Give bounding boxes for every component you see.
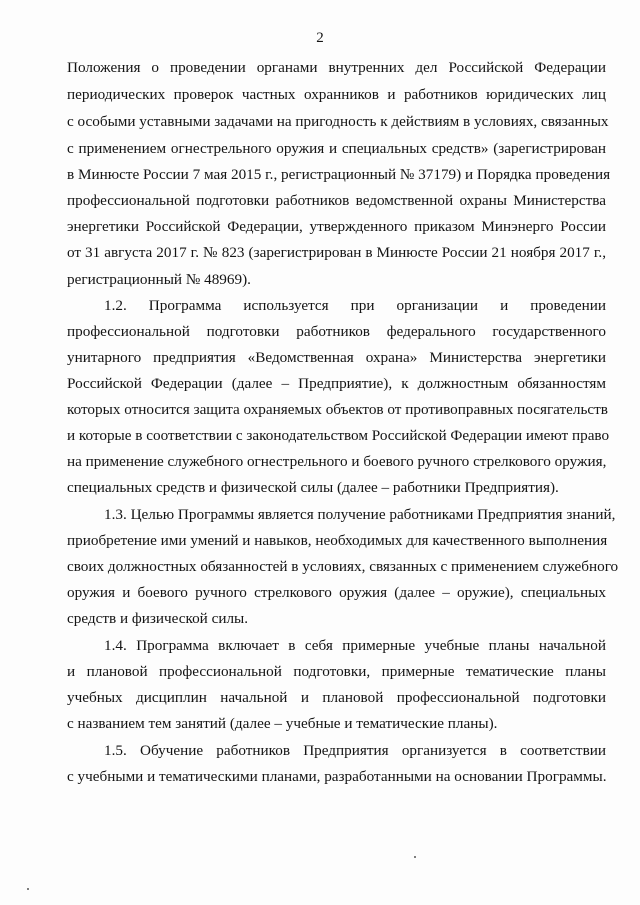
paragraph-1-3-start: 1.3. Целью Программы является получение работниками Предприятия знаний,	[104, 506, 616, 523]
text-line: энергетики Российской Федерации, утвержденного приказом Минэнерго России	[67, 218, 606, 235]
paragraph-1-4-start: 1.4. Программа включает в себя примерные учебные планы начальной	[104, 637, 606, 654]
paragraph-1-2-start: 1.2. Программа используется при организации и проведении	[104, 297, 606, 314]
text-line: оружия и боевого ручного стрелкового оружия (далее – оружие), специальных	[67, 584, 606, 601]
text-line: приобретение ими умений и навыков, необходимых для качественного выполнения	[67, 532, 608, 549]
text-line: которых относится защита охраняемых объектов от противоправных посягательств	[67, 401, 608, 418]
text-line: Российской Федерации (далее – Предприятие), к должностным обязанностям	[67, 375, 606, 392]
text-line: с особыми уставными задачами на пригодность к действиям в условиях, связанных	[67, 113, 609, 130]
text-line: специальных средств и физической силы (далее – работники Предприятия).	[67, 479, 559, 496]
scan-speck	[414, 856, 416, 858]
text-line: и которые в соответствии с законодательством Российской Федерации имеют право	[67, 427, 610, 444]
text-line: и плановой профессиональной подготовки, примерные тематические планы	[67, 663, 606, 680]
text-line: унитарного предприятия «Ведомственная охрана» Министерства энергетики	[67, 349, 606, 366]
paragraph-1-5-start: 1.5. Обучение работников Предприятия организуется в соответствии	[104, 742, 606, 759]
text-line: на применение служебного огнестрельного и боевого ручного стрелкового оружия,	[67, 453, 607, 470]
text-line: с названием тем занятий (далее – учебные и тематические планы).	[67, 715, 498, 732]
text-line: регистрационный № 48969).	[67, 271, 251, 288]
text-line: с учебными и тематическими планами, разработанными на основании Программы.	[67, 768, 607, 785]
text-line: с применением огнестрельного оружия и специальных средств» (зарегистрирован	[67, 140, 606, 157]
text-line: в Минюсте России 7 мая 2015 г., регистрационный № 37179) и Порядка проведения	[67, 166, 611, 183]
text-line: периодических проверок частных охранников и работников юридических лиц	[67, 86, 606, 103]
scan-speck	[27, 888, 29, 890]
text-line: учебных дисциплин начальной и плановой профессиональной подготовки	[67, 689, 606, 706]
text-line: профессиональной подготовки работников ведомственной охраны Министерства	[67, 192, 606, 209]
text-line: Положения о проведении органами внутренних дел Российской Федерации	[67, 59, 606, 76]
text-line: средств и физической силы.	[67, 610, 249, 627]
text-line: профессиональной подготовки работников федерального государственного	[67, 323, 606, 340]
text-line: от 31 августа 2017 г. № 823 (зарегистрирован в Минюсте России 21 ноября 2017 г.,	[67, 244, 606, 261]
page-number: 2	[316, 30, 324, 46]
text-line: своих должностных обязанностей в условиях, связанных с применением служебного	[67, 558, 619, 575]
